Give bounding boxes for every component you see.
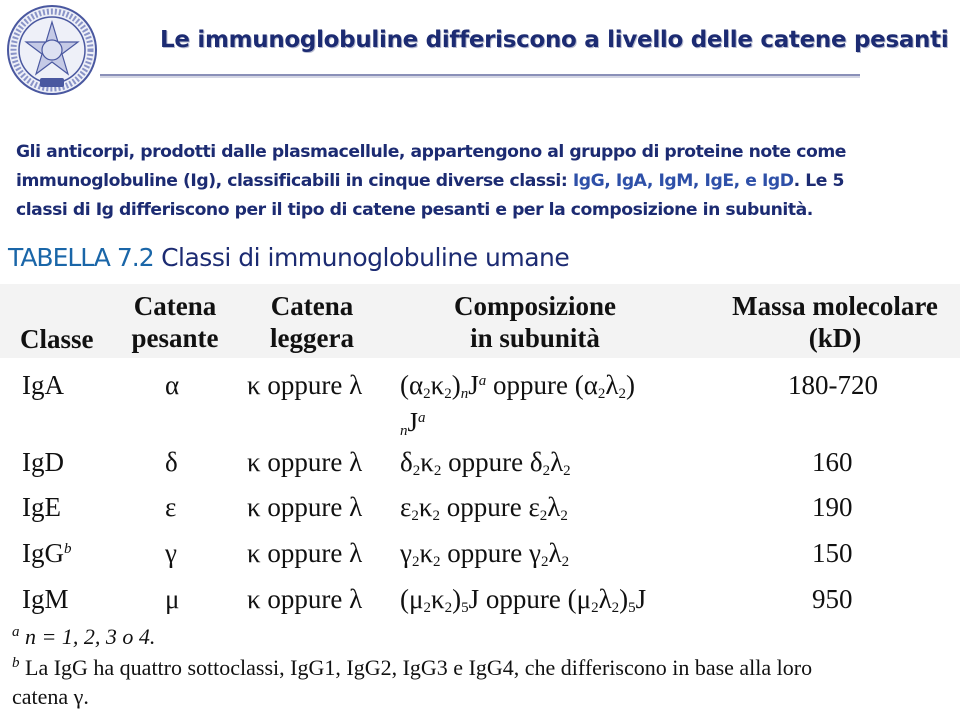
intro-line-3: classi di Ig differiscono per il tipo di catene pesanti e per la composizione in subunità.: [16, 200, 813, 220]
cell-composizione: $\varepsilon_2\kappa_2$ oppure $\varepsilon_2\lambda_2$: [400, 492, 568, 524]
footnote-b: $^b$ La IgG ha quattro sottoclassi, IgG1, IgG2, IgG3 e IgG4, che differiscono in base alla loro: [12, 655, 813, 680]
header-classe: Classe: [20, 324, 94, 354]
cell-massa: 950: [812, 584, 853, 614]
header-catena-pesante-1: Catena: [133, 291, 217, 321]
cell-composizione: $\delta_2\kappa_2$ oppure $\delta_2\lambda_2$: [400, 447, 571, 479]
cell-catena-leggera: κ oppure λ: [247, 538, 363, 568]
cell-massa: 190: [812, 492, 853, 522]
table-title: Classi di immunoglobuline umane: [161, 243, 570, 272]
header-composizione: [440, 290, 630, 354]
cell-massa: 180-720: [788, 370, 878, 400]
footnote-b-cont: catena γ.: [12, 684, 89, 709]
cell-classe: IgE: [22, 492, 61, 522]
cell-composizione: $\gamma_2\kappa_2$ oppure $\gamma_2\lambda_2$: [400, 538, 570, 570]
header-catena-pesante-2: pesante: [131, 323, 219, 353]
intro-line-2: [16, 167, 951, 196]
intro-line-2-text: immunoglobuline (Ig), classificabili in cinque diverse classi:: [16, 171, 573, 191]
header-catena-leggera-2: leggera: [270, 323, 354, 353]
header-massa-1: Massa molecolare: [732, 291, 938, 321]
cell-composizione: $(\alpha_2\kappa_2)_nJ^a$ oppure $(\alpha_2\lambda_2)$: [400, 370, 636, 402]
intro-paragraph: [16, 138, 951, 225]
cell-classe: IgD: [22, 447, 64, 477]
cell-catena-pesante: μ: [165, 584, 180, 614]
header-catena-leggera: [262, 290, 362, 354]
cell-catena-leggera: κ oppure λ: [247, 447, 363, 477]
cell-catena-pesante: δ: [165, 447, 178, 477]
cell-massa: 150: [812, 538, 853, 568]
cell-catena-leggera: κ oppure λ: [247, 584, 363, 614]
cell-classe: IgM: [22, 584, 69, 614]
footnote-a: $^a$ n = 1, 2, 3 o 4.: [12, 624, 156, 649]
ig-classes-highlight: IgG, IgA, IgM, IgE, e IgD: [572, 171, 794, 191]
cell-composizione: $(\mu_2\kappa_2)_5J$ oppure $(\mu_2\lambda_2)_5J$: [400, 584, 647, 616]
header-composizione-2: in subunità: [470, 323, 600, 353]
cell-catena-pesante: α: [165, 370, 180, 400]
cell-classe: IgG$^b$: [22, 538, 72, 568]
page-title: Le immunoglobuline differiscono a livello delle catene pesanti: [160, 27, 949, 53]
university-seal-icon: [6, 4, 98, 96]
table-number: TABELLA 7.2: [8, 243, 154, 272]
cell-catena-leggera: κ oppure λ: [247, 492, 363, 522]
intro-line-1: Gli anticorpi, prodotti dalle plasmacellule, appartengono al gruppo di proteine note come: [16, 142, 847, 162]
table-caption: [8, 243, 569, 272]
cell-catena-pesante: ε: [165, 492, 177, 522]
cell-classe: IgA: [22, 370, 64, 400]
cell-catena-leggera: κ oppure λ: [247, 370, 363, 400]
header-catena-leggera-1: Catena: [270, 291, 354, 321]
cell-catena-pesante: γ: [165, 538, 177, 568]
header-composizione-1: Composizione: [454, 291, 616, 321]
title-divider: [100, 74, 860, 78]
header-massa-2: (kD): [808, 323, 862, 353]
cell-massa: 160: [812, 447, 853, 477]
cell-composizione-cont: $_nJ^a$: [400, 407, 426, 439]
header-massa: [720, 290, 950, 354]
header-catena-pesante: [120, 290, 230, 354]
intro-line-2-end: . Le 5: [793, 171, 844, 191]
